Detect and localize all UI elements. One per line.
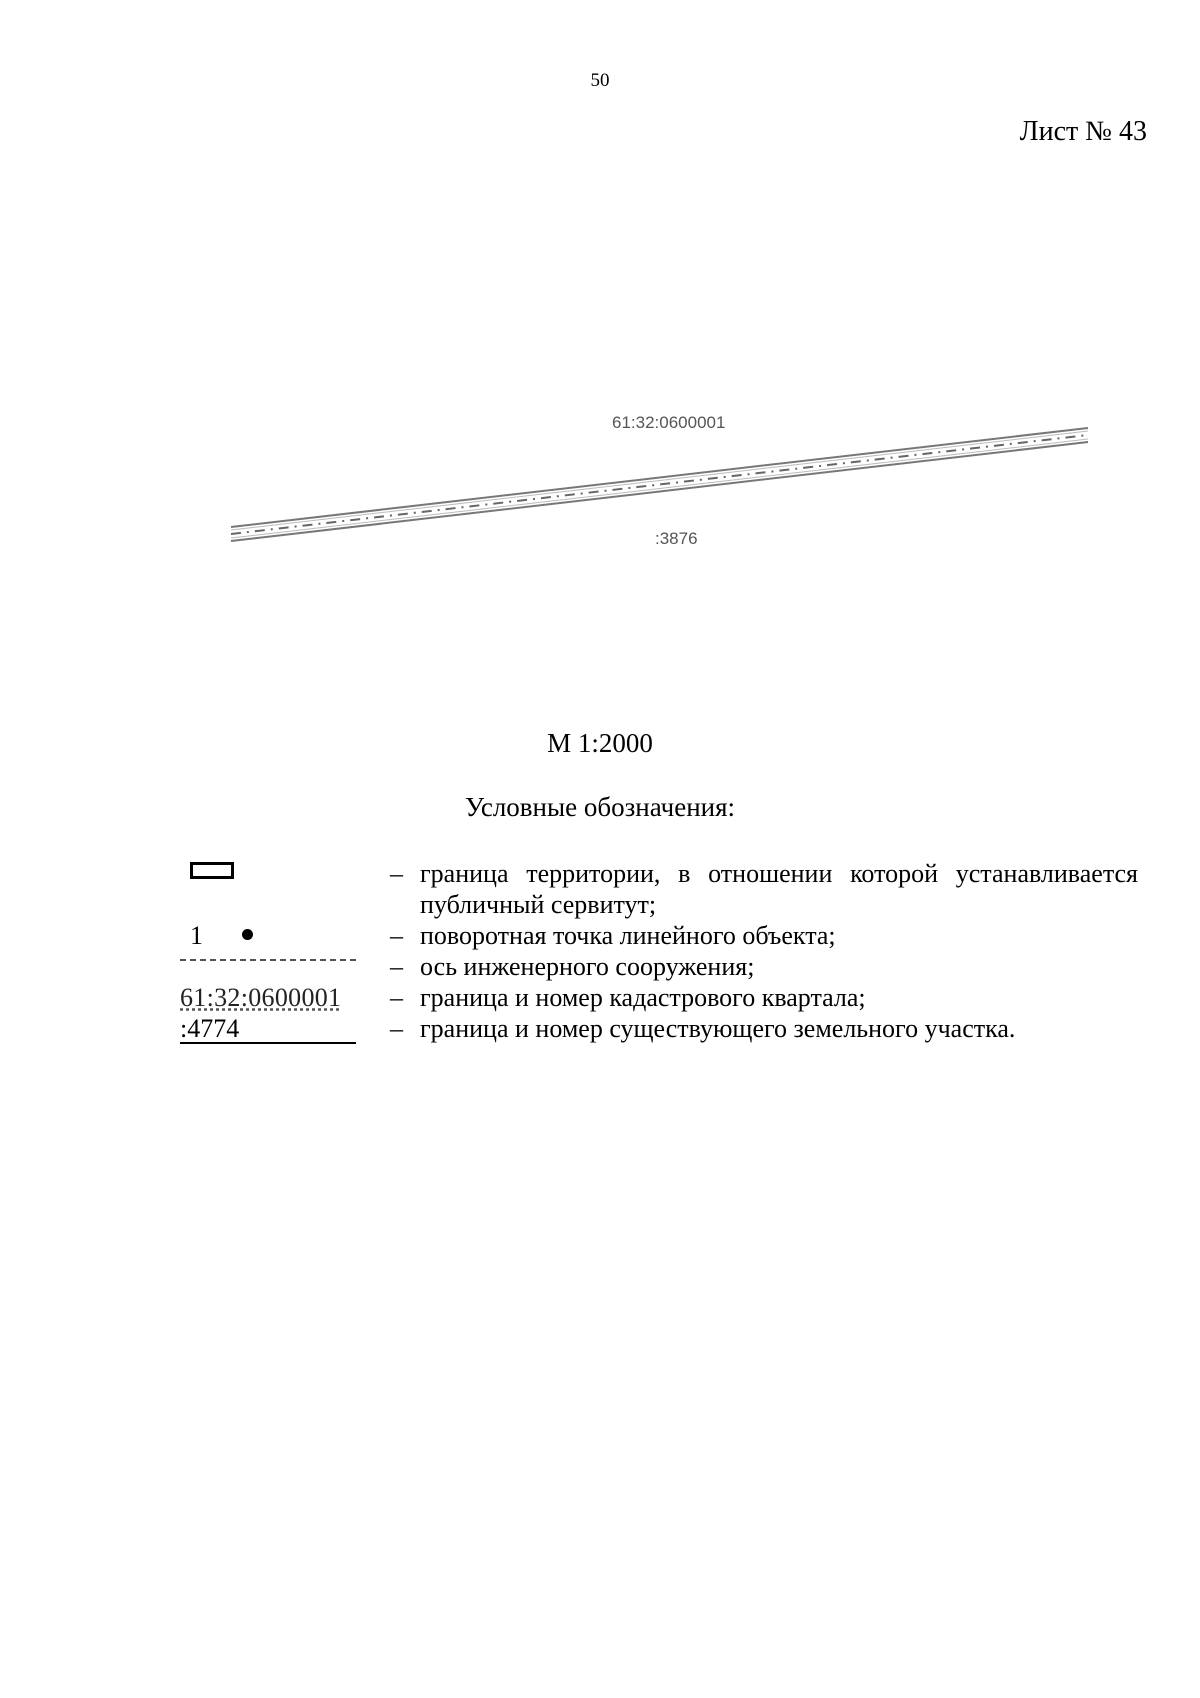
cadastral-map (0, 0, 1200, 620)
legend-item-servitude-boundary (180, 858, 1138, 920)
rectangle-icon (190, 862, 234, 879)
legend-dash: – (390, 952, 403, 981)
map-parcel-label: :3876 (655, 529, 698, 548)
servitude-boundary-inner-top (231, 431, 1088, 530)
legend-text: поворотная точка линейного объекта; (420, 921, 836, 950)
legend-symbol-land-parcel (180, 1013, 380, 1044)
legend-text: граница и номер существующего земельного участка. (420, 1014, 1016, 1043)
engineering-axis-line (231, 435, 1088, 534)
dashed-line-icon (180, 959, 356, 961)
legend (180, 858, 1138, 1044)
sheet-title: Лист № 43 (1019, 116, 1147, 147)
map-scale: М 1:2000 (547, 728, 653, 758)
legend-dash: – (390, 921, 403, 950)
quarter-number-label: 61:32:0600001 (180, 983, 342, 1012)
map-quarter-label: 61:32:0600001 (612, 413, 726, 432)
legend-item-land-parcel (180, 1013, 1138, 1044)
legend-dash: – (390, 859, 403, 888)
servitude-boundary-bottom (231, 442, 1088, 541)
legend-item-engineering-axis (180, 951, 1138, 982)
legend-dash: – (390, 983, 403, 1012)
servitude-boundary-top (231, 428, 1088, 527)
legend-text: граница территории, в отношении которой устанавливается публичный сервитут; (420, 859, 1138, 919)
legend-item-cadastral-quarter (180, 982, 1138, 1013)
page-number: 50 (590, 70, 610, 91)
legend-title: Условные обозначения: (464, 792, 736, 822)
point-dot-icon (242, 929, 253, 940)
legend-text: граница и номер кадастрового квартала; (420, 983, 866, 1012)
parcel-number-label: :4774 (180, 1013, 356, 1044)
legend-item-turning-point (180, 920, 1138, 951)
point-number-label: 1 (190, 921, 203, 950)
legend-text: ось инженерного сооружения; (420, 952, 755, 981)
legend-dash: – (390, 1014, 403, 1043)
legend-symbol-cadastral-quarter (180, 982, 380, 1013)
legend-symbol-servitude-boundary (180, 858, 380, 889)
legend-symbol-engineering-axis (180, 951, 380, 982)
servitude-boundary-inner-bottom (231, 439, 1088, 538)
legend-symbol-turning-point (180, 920, 380, 951)
